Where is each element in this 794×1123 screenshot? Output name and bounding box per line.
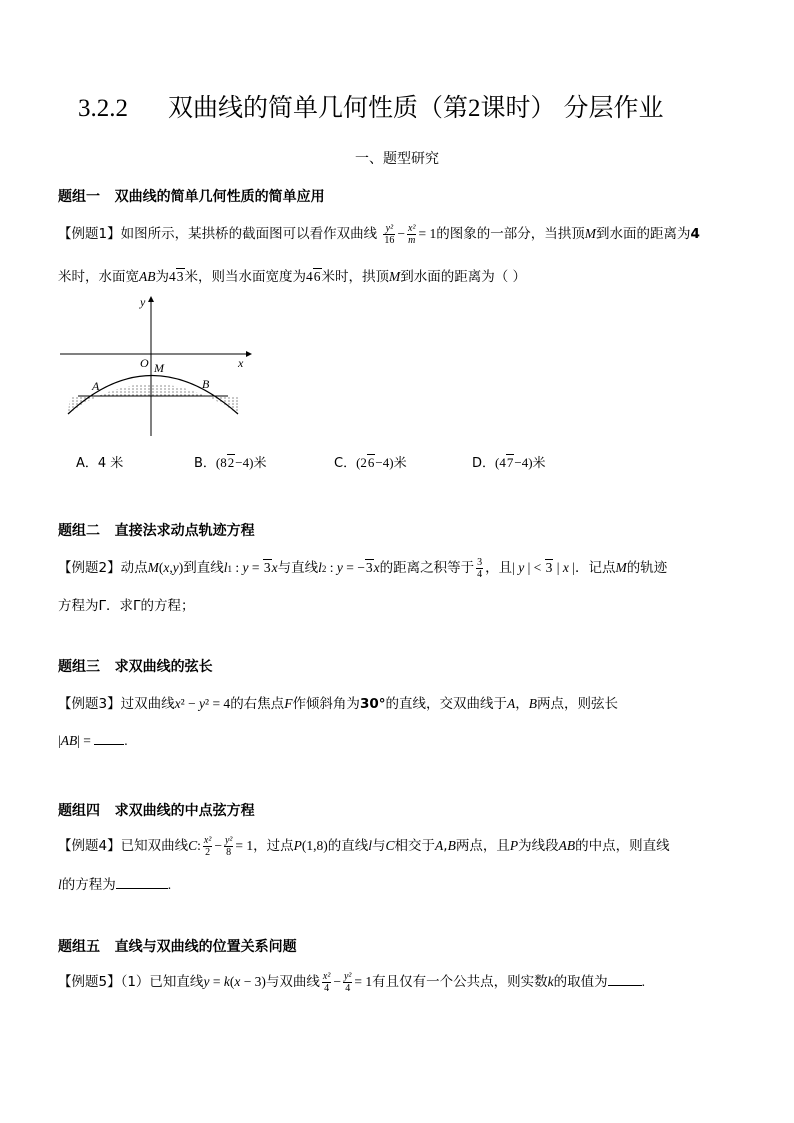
text: D． [472,456,496,471]
group-label: 题组二 [58,523,100,539]
text: 米时，水面宽 [58,269,139,285]
group-label: 题组一 [58,189,100,205]
a-label: A [92,379,100,393]
page-title [78,88,663,124]
group-heading-3 [58,656,213,676]
text: 的图象的一部分，当拱顶 [436,226,585,242]
group-heading-5 [58,936,297,956]
title-text: 双曲线的简单几何性质（第 [168,93,469,122]
text: 动点 [120,560,148,576]
group-name: 求双曲线的中点弦方程 [114,803,255,819]
example-3-line-1: 【例题3】过双曲线x² − y² = 4的右焦点F作倾斜角为30°的直线，交双曲线于A，B两点，则弦长 [58,696,618,712]
example-4-line-1: 【例题4】已知双曲线C: $\frac{\text{x²}}{2}$ − $\frac{\text{y²}}{8}$ = 1，过点P(1,8)的直线l与C相交于A,B两点，且P为线段AB的中点，则直线 [58,834,670,858]
title-tail: 课时） 分层作业 [480,93,664,122]
text: 米 [393,456,407,471]
text: 的取值为 [553,974,608,990]
text: 已知双曲线 [120,838,189,854]
group-label: 题组五 [58,939,100,955]
b-label: B [202,377,210,391]
example-4-line-2: l的方程为 . [58,877,172,893]
example-tag: 【例题3】 [58,696,121,712]
text: 到水面的距离为 [595,226,691,242]
group-heading-1 [58,186,325,206]
group-name: 直线与双曲线的位置关系问题 [114,939,297,955]
text: 两点，且 [455,838,510,854]
bridge-figure [56,292,256,442]
text: 的方程为 [61,877,116,893]
answer-blank[interactable] [116,876,168,889]
text: 到直线 [183,560,224,576]
x-arrow [246,351,252,357]
group-name: 求双曲线的弦长 [114,659,213,675]
answer-blank[interactable] [608,973,642,986]
fraction: $\frac{\text{y²}}{4}$ [343,970,352,994]
text: B． [194,456,216,471]
text: 的右焦点 [230,696,285,712]
y-label: y [140,295,146,309]
text: 米，则当水面宽度为 [184,269,306,285]
text: C． [334,456,357,471]
fraction: $\frac{\text{x²}}{4}$ [322,970,331,994]
origin-label: O [140,356,149,370]
group-heading-2 [58,520,255,540]
group-name: 直接法求动点轨迹方程 [114,523,255,539]
text: 的轨迹 [626,560,668,576]
text: 与直线 [277,560,319,576]
y-arrow [148,296,154,302]
example-5-line-1: 【例题5】（1）已知直线y = k(x − 3)与双曲线 $\frac{\text{x²}}{4}$ − $\frac{\text{y²}}{4}$ = 1有且仅有一个公共点，则实数k的取值为 . [58,970,646,994]
option-a [76,452,123,471]
example-2-line-2: 方程为Γ．求Γ的方程； [58,598,195,614]
fraction: $\frac{\text{x²}}{2}$ [203,834,212,858]
text: 过双曲线 [120,696,175,712]
answer-blank[interactable] [94,732,124,745]
group-label: 题组四 [58,803,100,819]
text: 米时，拱顶 [321,269,389,285]
text: 两点，则弦长 [536,696,618,712]
x-label: x [238,356,244,370]
example-tag: 【例题1】 [58,226,121,242]
example-1-line-1: 【例题1】如图所示，某拱桥的截面图可以看作双曲线 $\frac{\text{y²}}{16}$ − $\frac{\text{x²}}{m}$ = 1的图象的一部分，当拱顶M到水面的距离为4 [58,222,700,246]
fraction: $\frac{\text{y²}}{8}$ [224,834,233,858]
text: 与 [372,838,386,854]
m-label: M [154,361,164,375]
text: 30° [359,696,386,712]
text: 的中点，则直线 [575,838,670,854]
text: 作倾斜角为 [292,696,360,712]
text: 为线段 [518,838,559,854]
example-3-line-2: |AB| = . [58,733,128,748]
example-tag: 【例题4】 [58,838,121,854]
text: ．记点 [574,560,616,576]
group-heading-4 [58,800,255,820]
title-lesson: 2 [468,95,481,122]
group-label: 题组三 [58,659,100,675]
text: 的直线，交双曲线于 [385,696,507,712]
text: ，且 [485,560,513,576]
option-b: B．(82−4)米 [194,455,267,471]
text: 有且仅有一个公共点，则实数 [372,974,548,990]
option-d: D．(47−4)米 [472,455,546,471]
text: ，过点 [253,838,294,854]
group-name: 双曲线的简单几何性质的简单应用 [114,189,325,205]
text: 米 [253,456,267,471]
example-1-line-2: 米时，水面宽AB为43米，则当水面宽度为46米时，拱顶M到水面的距离为（ ） [58,269,527,285]
example-tag: 【例题5】 [58,974,121,990]
text: 米 [532,456,546,471]
option-c: C．(26−4)米 [334,455,407,471]
example-tag: 【例题2】 [58,560,121,576]
fraction: $\frac{\text{x²}}{m}$ [408,222,416,246]
section-heading: 一、题型研究 [355,151,439,167]
fraction: $\frac{\text{y²}}{16}$ [384,222,395,246]
text: 相交于 [394,838,436,854]
text: A．4 米 [76,456,124,471]
text: （1）已知直线 [120,974,204,990]
text: 的直线 [327,838,369,854]
text: 如图所示，某拱桥的截面图可以看作双曲线 [120,226,378,242]
text: 4 [690,226,700,242]
example-2-line-1: 【例题2】动点M(x,y)到直线l1 : y = 3x与直线l2 : y = −3x的距离之积等于 $\frac{3}{4}$ ，且| y | < 3 | x |．记点M的轨迹 [58,556,668,580]
text: 到水面的距离为（ ） [400,269,527,285]
text: 的距离之积等于 [379,560,475,576]
title-number: 3.2.2 [78,95,128,122]
text: 为 [155,269,169,285]
text: 与双曲线 [265,974,320,990]
